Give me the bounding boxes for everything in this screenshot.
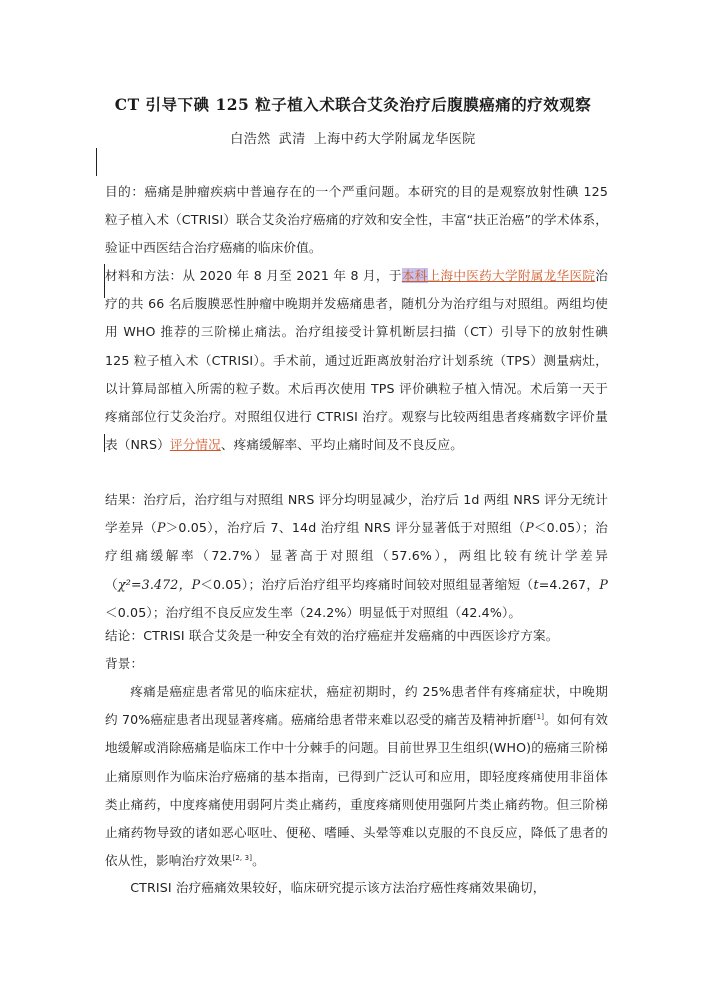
author-affiliation: 上海中药大学附属龙华医院 [313, 132, 476, 147]
results-paragraph [105, 486, 608, 627]
background-text: 。如何有效地缓解或消除癌痛是临床工作中十分棘手的问题。目前世界卫生组织(WHO)的癌痛三阶梯止痛原则作为临床治疗癌痛的基本指南，已得到广泛认可和应用，即轻度疼痛使用非甾体类止痛药，中度疼痛使用弱阿片类止痛药，重度疼痛则使用强阿片类止痛药物。但三阶梯止痛药物导致的诸如恶心呕吐、便秘、嗜睡、头晕等难以克服的不良反应，降低了患者的依从性，影响治疗效果 [105, 712, 609, 869]
stat-symbol: P [525, 520, 534, 536]
methods-text: 材料和方法：从 2020 年 8 月至 2021 年 8 月，于 [105, 268, 402, 283]
methods-text: 、疼痛缓解率、平均止痛时间及不良反应。 [220, 437, 463, 453]
hospital-link[interactable]: 上海中医药大学附属龙华医院 [427, 268, 596, 283]
background-text: 疼痛是癌症患者常见的临床症状，癌症初期时，约 25%患者伴有疼痛症状，中晚期约 70%癌症患者出现显著疼痛。癌痛给患者带来难以忍受的痛苦及精神折磨 [105, 684, 608, 728]
stat-symbol: P [191, 576, 201, 592]
text-cursor [96, 148, 97, 176]
results-text: =4.267， [538, 576, 600, 592]
results-text: 结果：治疗后，治疗组与对照组 NRS 评分均明显减少，治疗后 1d 两组 NRS 评分无统计学差异（ [105, 492, 608, 536]
methods-paragraph [105, 262, 608, 459]
results-text: ＜0.05）；治疗后治疗组平均疼痛时间较对照组显著缩短（ [200, 576, 534, 592]
results-text: ＜0.05）；治疗组不良反应发生率（24.2%）明显低于对照组（42.4%）。 [105, 604, 522, 620]
objective-paragraph: 目的：癌痛是肿瘤疾病中普遍存在的一个严重问题。本研究的目的是观察放射性碘 125 粒子植入术（CTRISI）联合艾灸治疗癌痛的疗效和安全性，丰富“扶正治癌”的学术体系，验证中西医结合治疗癌痛的临床价值。 [105, 184, 608, 256]
highlighted-text[interactable]: 本科 [401, 268, 428, 283]
stat-symbol: χ²=3.472， [117, 576, 192, 592]
score-link[interactable]: 评分情况 [169, 437, 221, 453]
stat-symbol: P [157, 520, 166, 536]
stat-symbol: t [533, 576, 539, 592]
paper-title: CT 引导下碘 125 粒子植入术联合艾灸治疗后腹膜癌痛的疗效观察 [114, 95, 592, 114]
methods-text: 治疗的共 66 名后腹膜恶性肿瘤中晚期并发癌痛患者，随机分为治疗组与对照组。两组均使用 WHO 推荐的三阶梯止痛法。治疗组接受计算机断层扫描（CT）引导下的放射性碘 125 粒子植入术（CTRISI）。手术前，通过近距离放射治疗计划系统（TPS）测量病灶，以计算局部植入所需的粒子数。术后再次使用 TPS 评价碘粒子植入情况。术后第一天于疼痛部位行艾灸治疗。对照组仅进行 CTRISI 治疗。观察与比较两组患者疼痛数字评价量表（NRS） [105, 268, 609, 453]
conclusion-paragraph: 结论：CTRISI 联合艾灸是一种安全有效的治疗癌症并发癌痛的中西医诊疗方案。 [105, 628, 559, 643]
author-name: 武清 [278, 132, 306, 147]
background-paragraph [105, 678, 608, 875]
author-name: 白浩然 [230, 132, 271, 147]
stat-symbol: P [599, 576, 608, 592]
background-text: 。 [252, 853, 265, 869]
author-line [0, 128, 706, 147]
results-text: ＞0.05），治疗后 7、14d 治疗组 NRS 评分显著低于对照组（ [165, 520, 526, 536]
results-text: ＜0.05）；治疗组痛缓解率（72.7%）显著高于对照组（57.6%），两组比较有统计学差异（ [105, 520, 608, 592]
citation-ref: [2, 3] [232, 854, 253, 863]
background-heading: 背景： [105, 656, 144, 671]
citation-ref: [1] [533, 713, 545, 722]
background-paragraph-2: CTRISI 治疗癌痛效果较好，临床研究提示该方法治疗癌性疼痛效果确切， [130, 880, 546, 895]
